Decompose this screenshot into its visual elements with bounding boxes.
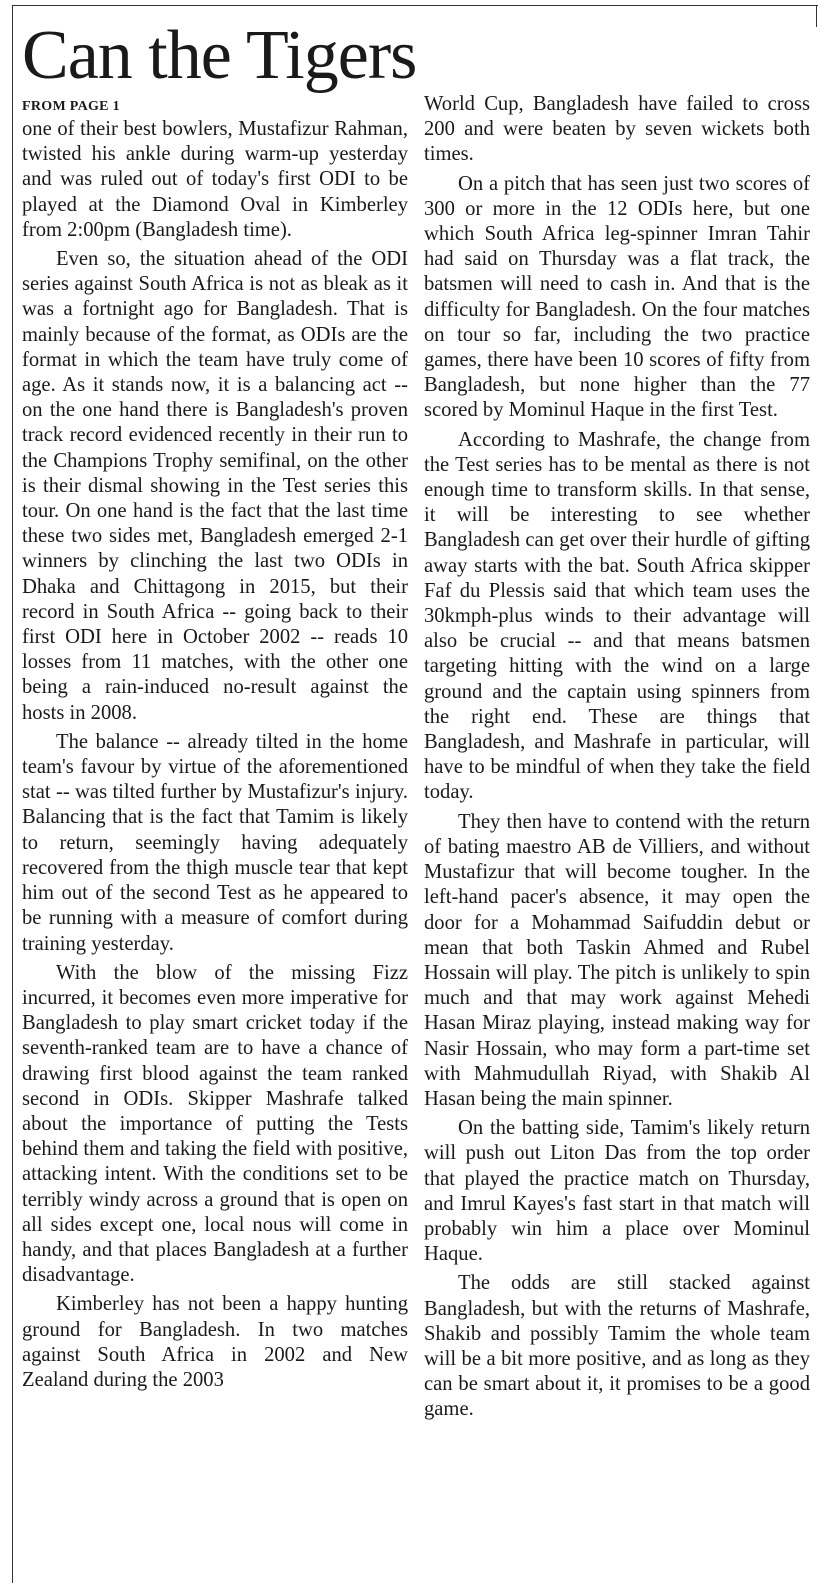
frame-right-rule xyxy=(816,5,817,27)
paragraph: On a pitch that has seen just two scores of 300 or more in the 12 ODIs here, but one which South Africa leg-spinner Imran Tahir had said on Thursday was a flat track, the batsmen will need to cash in. And that is the difficulty for Bangladesh. On the four matches on tour so far, including the two practice games, there have been 10 scores of fifty from Bangladesh, but none higher than the 77 scored by Mominul Haque in the first Test. xyxy=(424,172,810,422)
paragraph: The odds are still stacked against Bangladesh, but with the returns of Mashrafe, Shakib and possibly Tamim the whole team will be a bit more positive, and as long as they can be smart about it, it promises to be a good game. xyxy=(424,1272,810,1421)
frame-top-rule xyxy=(12,5,818,6)
paragraph: The balance -- already tilted in the home team's favour by virtue of the aforementioned stat -- was tilted further by Mustafizur's injury. Balancing that is the fact that Tamim is likely to return, seemingly having adequately recovered from the thigh muscle tear that kept him out of the second Test as he appeared to be running with a measure of comfort during training yesterday. xyxy=(22,730,408,955)
paragraph: World Cup, Bangladesh have failed to cross 200 and were beaten by seven wickets both times. xyxy=(424,93,810,166)
article-headline: Can the Tigers xyxy=(22,17,417,94)
article-column-1 xyxy=(22,117,408,1397)
paragraph: They then have to contend with the return of bating maestro AB de Villiers, and without Mustafizur that will become tougher. In the left-hand pacer's absence, it may open the door for a Mohammad Saifuddin debut or mean that both Taskin Ahmed and Rubel Hossain will play. The pitch is unlikely to spin much and that may work against Mehedi Hasan Miraz playing, instead making way for Nasir Hossain, who may form a part-time set with Mahmudullah Riyad, with Shakib Al Hasan being the main spinner. xyxy=(424,810,810,1110)
paragraph: one of their best bowlers, Mustafizur Rahman, twisted his ankle during warm-up yesterday and was ruled out of today's first ODI to be played at the Diamond Oval in Kimberley from 2:00pm (Bangladesh time). xyxy=(22,118,408,241)
continuation-kicker: FROM PAGE 1 xyxy=(22,99,120,114)
paragraph: Even so, the situation ahead of the ODI series against South Africa is not as bleak as it was a fortnight ago for Bangladesh. That is mainly because of the format, as ODIs are the format in which the team have truly come of age. As it stands now, it is a balancing act -- on the one hand there is Bangladesh's proven track record evidenced recently in their run to the Champions Trophy semifinal, on the other is their dismal showing in the Test series this tour. On one hand is the fact that the last time these two sides met, Bangladesh emerged 2-1 winners by clinching the last two ODIs in Dhaka and Chittagong in 2015, but their record in South Africa -- going back to their first ODI here in October 2002 -- reads 10 losses from 11 matches, with the other one being a rain-induced no-result against the hosts in 2008. xyxy=(22,248,408,724)
paragraph: On the batting side, Tamim's likely return will push out Liton Das from the top order that played the practice match on Thursday, and Imrul Kayes's fast start in that match will probably win him a place over Mominul Haque. xyxy=(424,1117,810,1266)
paragraph: With the blow of the missing Fizz incurred, it becomes even more imperative for Bangladesh to play smart cricket today if the seventh-ranked team are to have a chance of drawing first blood against the team ranked second in ODIs. Skipper Mashrafe talked about the importance of putting the Tests behind them and taking the field with positive, attacking intent. With the conditions set to be terribly windy across a ground that is open on all sides except one, local nous will come in handy, and that places Bangladesh at a further disadvantage. xyxy=(22,961,408,1287)
frame-left-rule xyxy=(12,5,13,1583)
paragraph: Kimberley has not been a happy hunting ground for Bangladesh. In two matches against South Africa in 2002 and New Zealand during the 2003 xyxy=(22,1293,408,1391)
paragraph: According to Mashrafe, the change from the Test series has to be mental as there is not enough time to transform skills. In that sense, it will be interesting to see whether Bangladesh can get over their hurdle of gifting away starts with the bat. South Africa skipper Faf du Plessis said that which team uses the 30kmph-plus winds to their advantage will also be crucial -- and that means batsmen targeting hitting with the wind on a large ground and the captain using spinners from the right end. These are things that Bangladesh, and Mashrafe in particular, will have to be mindful of when they take the field today. xyxy=(424,428,810,804)
article-column-2 xyxy=(424,92,810,1427)
